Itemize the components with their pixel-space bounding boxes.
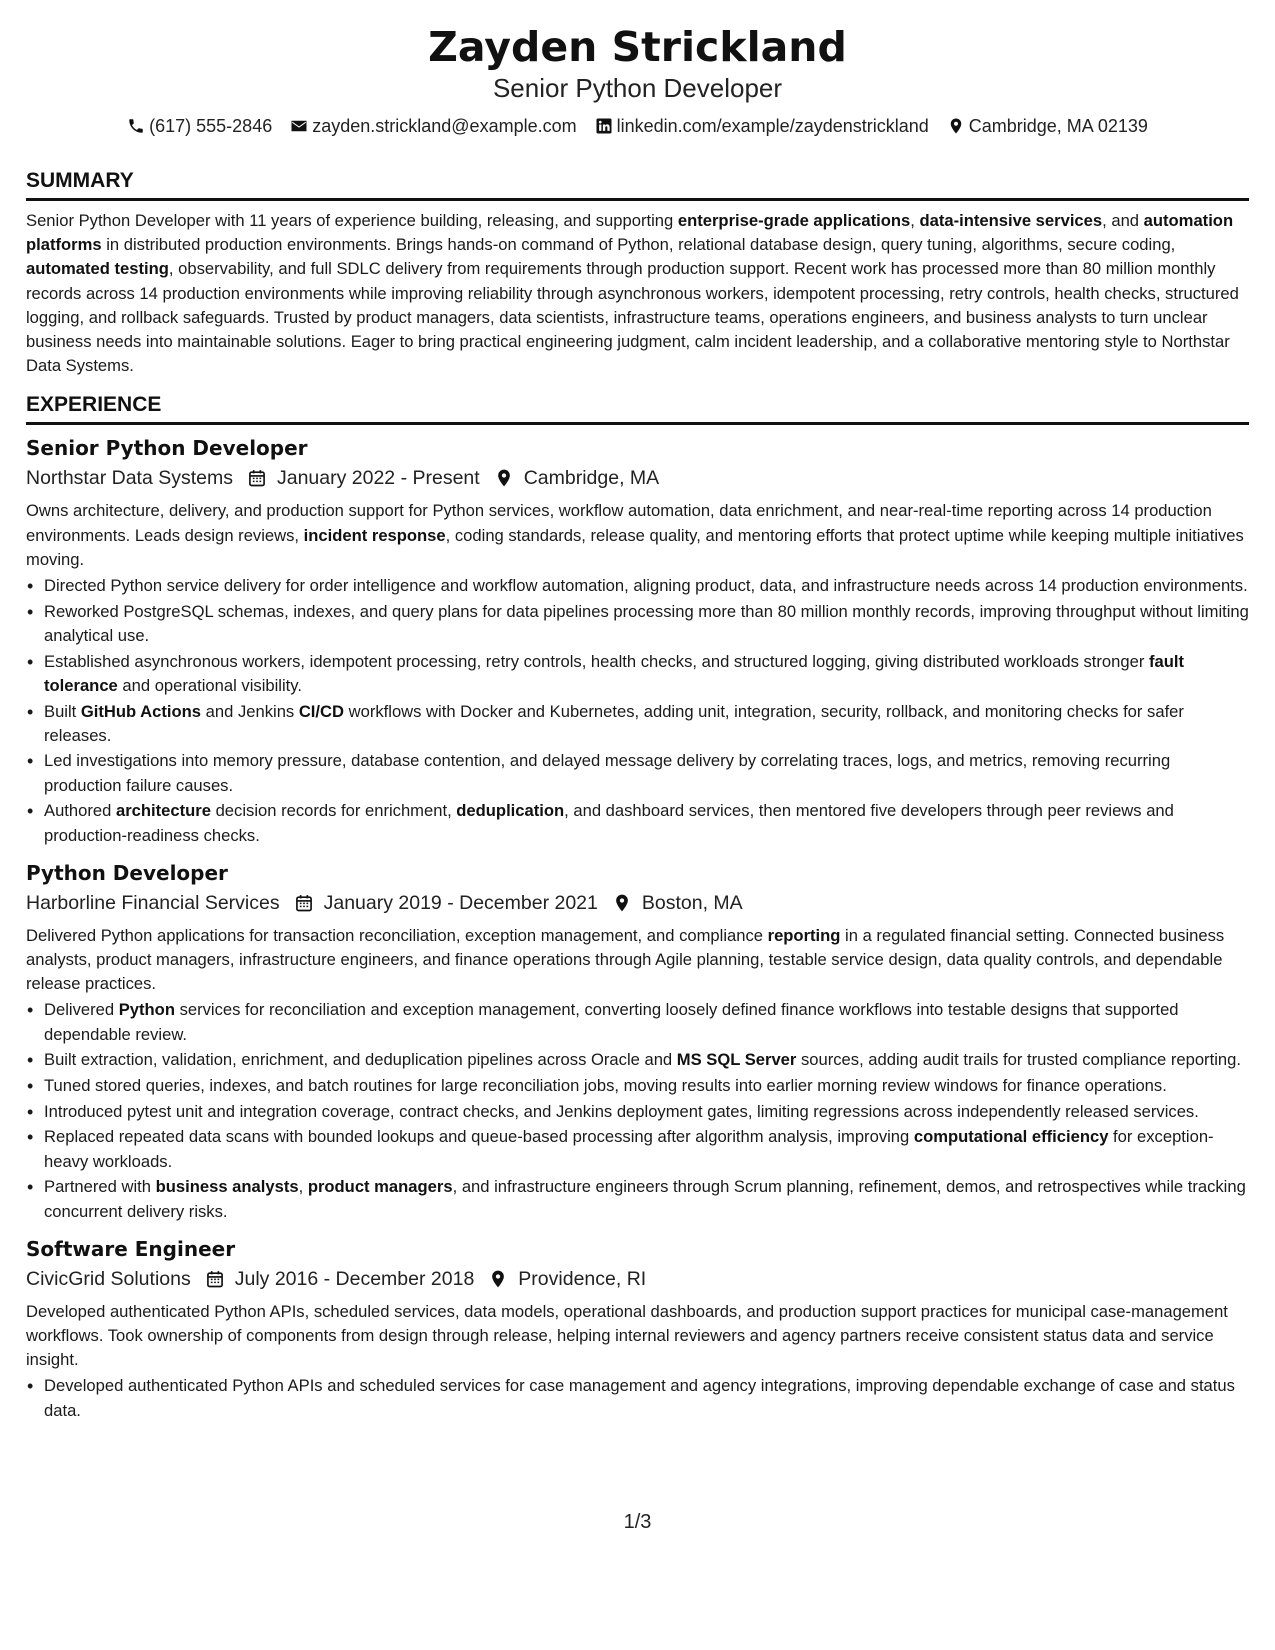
- bold-phrase: business analysts: [155, 1177, 299, 1197]
- linkedin-text[interactable]: linkedin.com/example/zaydenstrickland: [616, 116, 929, 136]
- bold-phrase: enterprise-grade applications: [677, 211, 911, 230]
- job-entry: [26, 433, 1249, 847]
- job-bullets: [26, 574, 1249, 848]
- page-number: 1/3: [623, 1511, 652, 1533]
- text-run: Replaced repeated data scans with bounded lookups and queue-based processing after algorithm analysis, improving: [44, 1127, 914, 1147]
- text-run: Senior Python Developer with 11 years of experience building, releasing, and supporting: [26, 211, 678, 230]
- map-pin-icon: [947, 117, 965, 135]
- map-pin-icon: [494, 468, 514, 488]
- text-run: Owns architecture, delivery, and production support for Python services, workflow automation, data enrichment, and near-real-time reporting across 14 production environments. Leads design reviews,: [26, 501, 1212, 545]
- phone-text: (617) 555-2846: [149, 116, 273, 136]
- text-run: Delivered: [44, 1000, 119, 1020]
- text-run: Tuned stored queries, indexes, and batch routines for large reconciliation jobs, moving results into earlier morning review windows for finance operations.: [44, 1075, 1167, 1095]
- job-meta: [26, 888, 1249, 918]
- job-entry: [26, 858, 1249, 1224]
- bold-phrase: Python: [118, 1000, 175, 1020]
- contact-email[interactable]: [290, 114, 576, 138]
- calendar-icon: [294, 893, 314, 913]
- text-run: ,: [910, 211, 920, 230]
- job-title: Senior Python Developer: [26, 436, 308, 461]
- bold-phrase: fault tolerance: [44, 651, 1185, 695]
- job-bullets: [26, 998, 1249, 1223]
- contact-linkedin[interactable]: [595, 114, 929, 138]
- job-company: Northstar Data Systems: [26, 467, 233, 490]
- job-entry: [26, 1234, 1249, 1423]
- text-run: , observability, and full SDLC delivery from requirements through production support. Recent work has processed more than 80 million monthly records across 14 production environments while improving reliability through asynchronous workers, idempotent processing, retry controls, health checks, structured logging, and rollback safeguards. Trusted by product managers, data scientists, infrastructure teams, operations engineers, and business analysts to turn unclear business needs into maintainable solutions. Eager to bring practical engineering judgment, calm incident leadership, and a collaborative mentoring style to Northstar Data Systems.: [26, 259, 1239, 376]
- bullet-item: [44, 1175, 1249, 1223]
- contact-bar: [26, 114, 1249, 138]
- job-meta: [26, 463, 1249, 493]
- summary-heading: SUMMARY: [26, 168, 1249, 201]
- map-pin-icon: [488, 1269, 508, 1289]
- bullet-item: [44, 1125, 1249, 1173]
- bullet-item: [44, 1074, 1249, 1098]
- linkedin-icon: [595, 117, 613, 135]
- resume-header: [26, 0, 1249, 138]
- bullet-item: [44, 1048, 1249, 1072]
- location-text: Cambridge, MA 02139: [968, 116, 1148, 136]
- job-title: Software Engineer: [26, 1236, 236, 1261]
- candidate-title: Senior Python Developer: [492, 73, 783, 103]
- text-run: , and: [1102, 211, 1144, 230]
- bold-phrase: GitHub Actions: [80, 701, 202, 721]
- text-run: services for reconciliation and exception management, converting loosely defined finance workflows into testable designs that supported dependable review.: [44, 1000, 1179, 1044]
- job-company: CivicGrid Solutions: [26, 1267, 191, 1290]
- text-run: and Jenkins: [201, 701, 299, 721]
- bold-phrase: MS SQL Server: [676, 1050, 797, 1070]
- bullet-item: [44, 799, 1249, 847]
- phone-icon: [127, 117, 145, 135]
- bold-phrase: computational efficiency: [913, 1127, 1109, 1147]
- text-run: Delivered Python applications for transaction reconciliation, exception management, and compliance: [26, 925, 768, 945]
- experience-list: [26, 433, 1249, 1422]
- text-run: in distributed production environments. Brings hands-on command of Python, relational database design, query tuning, algorithms, secure coding,: [101, 235, 1176, 255]
- text-run: sources, adding audit trails for trusted compliance reporting.: [796, 1050, 1241, 1070]
- text-run: Partnered with: [44, 1177, 156, 1197]
- text-run: Built extraction, validation, enrichment, and deduplication pipelines across Oracle and: [44, 1050, 677, 1070]
- bullet-item: [44, 600, 1249, 648]
- text-run: Introduced pytest unit and integration coverage, contract checks, and Jenkins deployment gates, limiting regressions across independently released services.: [44, 1101, 1199, 1121]
- bold-phrase: architecture: [115, 801, 211, 821]
- text-run: Established asynchronous workers, idempotent processing, retry controls, health checks, and structured logging, giving distributed workloads stronger: [44, 651, 1149, 671]
- text-run: Directed Python service delivery for order intelligence and workflow automation, aligning product, data, and infrastructure needs across 14 production environments.: [44, 576, 1248, 596]
- job-description: [26, 499, 1249, 572]
- text-run: ,: [298, 1177, 308, 1197]
- job-location: Cambridge, MA: [523, 467, 660, 490]
- text-run: in a regulated financial setting. Connected business analysts, product managers, infrastructure engineers, and finance operations through Agile planning, testable service design, data quality controls, and dependable release practices.: [26, 925, 1225, 994]
- text-run: , and dashboard services, then mentored five developers through peer reviews and production-readiness checks.: [44, 801, 1174, 845]
- contact-phone: [127, 114, 272, 138]
- bold-phrase: automation platforms: [26, 211, 1234, 255]
- job-meta: [26, 1264, 1249, 1294]
- bullet-item: [44, 650, 1249, 698]
- bullet-item: [44, 998, 1249, 1046]
- experience-heading: EXPERIENCE: [26, 392, 1249, 425]
- email-text[interactable]: zayden.strickland@example.com: [312, 116, 577, 136]
- text-run: and operational visibility.: [117, 675, 302, 695]
- text-run: , coding standards, release quality, and mentoring efforts that protect uptime while keeping multiple initiatives moving.: [26, 525, 1244, 569]
- text-run: Developed authenticated Python APIs, scheduled services, data models, operational dashboards, and production support practices for municipal case-management workflows. Took ownership of components from design through release, helping internal reviewers and agency partners receive consistent status data and service insight.: [26, 1301, 1228, 1370]
- bold-phrase: deduplication: [456, 801, 565, 821]
- text-run: decision records for enrichment,: [210, 801, 457, 821]
- job-location: Boston, MA: [641, 891, 743, 914]
- job-title: Python Developer: [26, 860, 228, 885]
- candidate-name: Zayden Strickland: [428, 23, 847, 71]
- bold-phrase: incident response: [303, 525, 446, 545]
- bullet-item: [44, 574, 1249, 598]
- map-pin-icon: [612, 893, 632, 913]
- text-run: Led investigations into memory pressure, database contention, and delayed message delivery by correlating traces, logs, and metrics, removing recurring production failure causes.: [44, 751, 1171, 795]
- text-run: Authored: [44, 801, 116, 821]
- bold-phrase: reporting: [767, 925, 841, 945]
- text-run: workflows with Docker and Kubernetes, adding unit, integration, security, rollback, and monitoring checks for safer releases.: [44, 701, 1184, 745]
- contact-location: [947, 114, 1148, 138]
- bold-phrase: automated testing: [26, 259, 169, 279]
- bullet-item: [44, 700, 1249, 748]
- bullet-item: [44, 1374, 1249, 1422]
- summary-text: [26, 209, 1249, 378]
- text-run: Reworked PostgreSQL schemas, indexes, and query plans for data pipelines processing more than 80 million monthly records, improving throughput without limiting analytical use.: [44, 601, 1249, 645]
- job-location: Providence, RI: [518, 1267, 647, 1290]
- bold-phrase: data-intensive services: [919, 211, 1103, 230]
- calendar-icon: [247, 468, 267, 488]
- job-bullets: [26, 1374, 1249, 1422]
- bold-phrase: product managers: [307, 1177, 453, 1197]
- calendar-icon: [205, 1269, 225, 1289]
- envelope-icon: [290, 117, 308, 135]
- job-description: [26, 924, 1249, 997]
- job-description: [26, 1300, 1249, 1373]
- job-dates: July 2016 - December 2018: [234, 1267, 475, 1290]
- job-dates: January 2019 - December 2021: [323, 891, 598, 914]
- job-company: Harborline Financial Services: [26, 891, 280, 914]
- bullet-item: [44, 1100, 1249, 1124]
- text-run: for exception-heavy workloads.: [44, 1127, 1214, 1171]
- job-dates: January 2022 - Present: [276, 467, 480, 490]
- bold-phrase: CI/CD: [298, 701, 344, 721]
- text-run: Built: [44, 701, 81, 721]
- text-run: Developed authenticated Python APIs and scheduled services for case management and agency integrations, improving dependable exchange of case and status data.: [44, 1376, 1235, 1420]
- text-run: , and infrastructure engineers through Scrum planning, refinement, demos, and retrospectives while tracking concurrent delivery risks.: [44, 1177, 1246, 1221]
- bullet-item: [44, 749, 1249, 797]
